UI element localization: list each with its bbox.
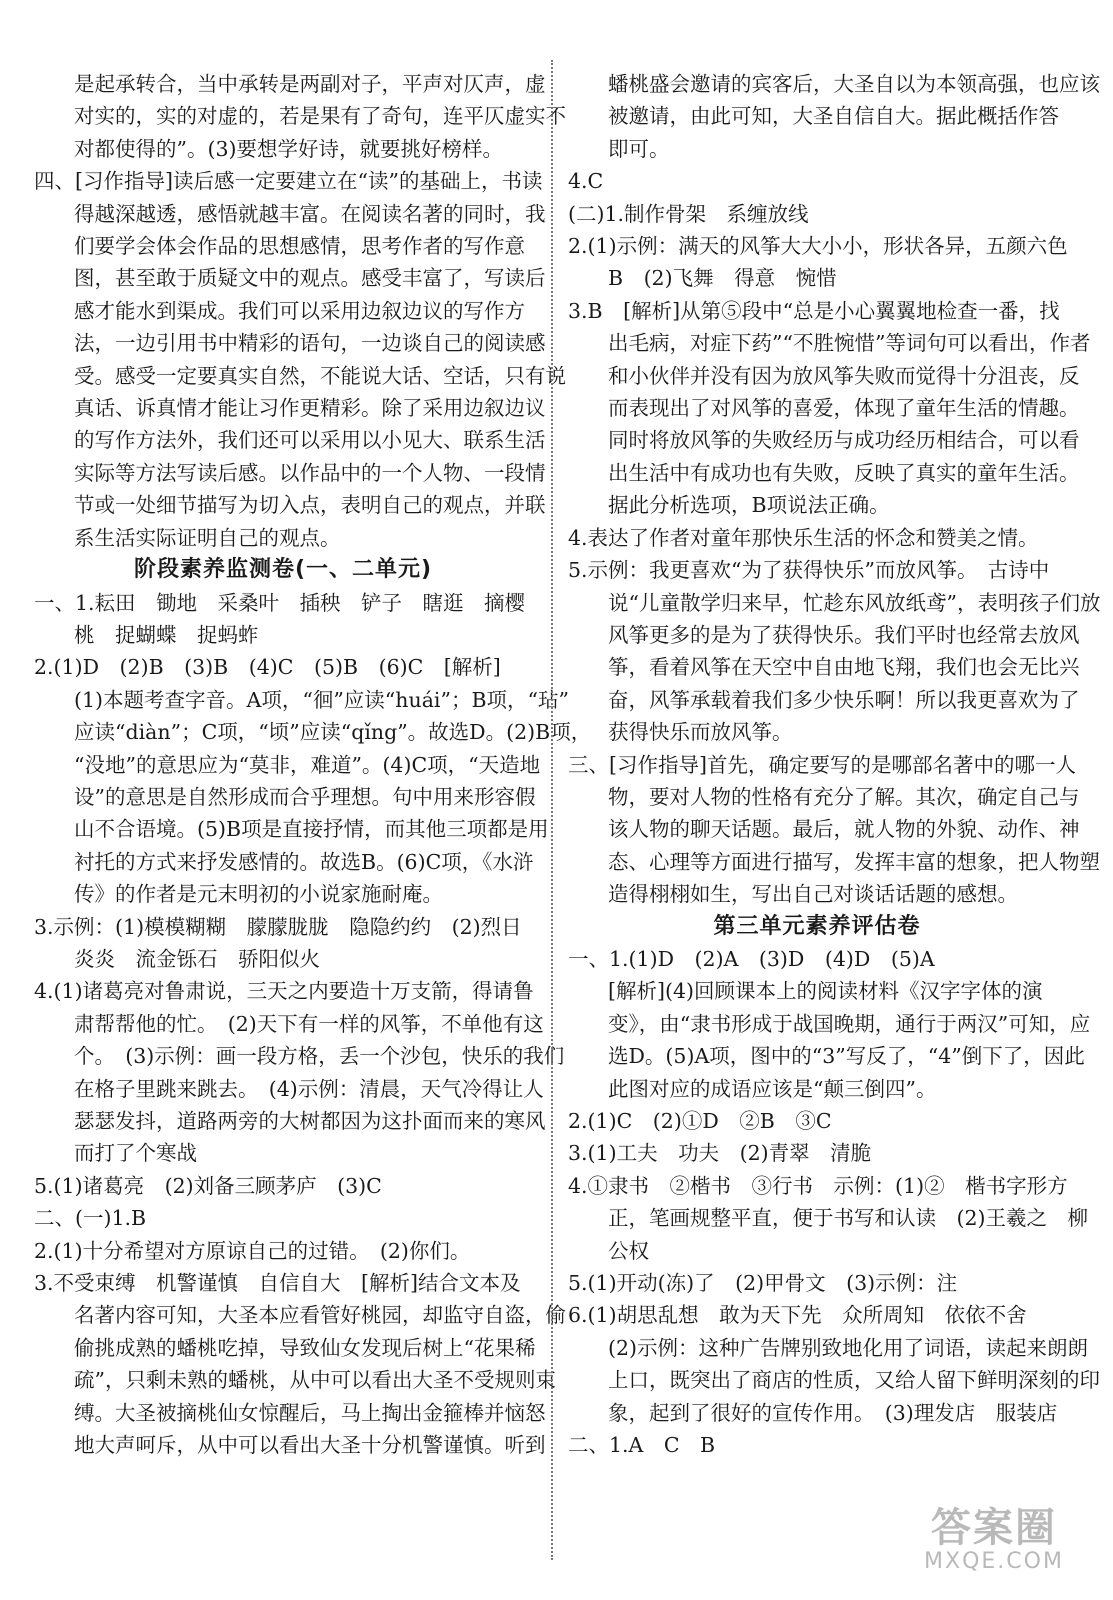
text-line: 变》，由“隶书形成于战国晚期，通行于两汉”可知，应: [608, 1011, 1091, 1036]
text-line: 得越深越透，感悟就越丰富。在阅读名著的同时，我: [74, 201, 546, 226]
text-line: 实际等方法写读后感。以作品中的一个人物、一段情: [74, 460, 546, 485]
text-line: 瑟瑟发抖，道路两旁的大树都因为这扑面而来的寒风: [74, 1109, 546, 1133]
text-line: 名著内容可知，大圣本应看管好桃园，却监守自盗，偷: [74, 1303, 566, 1328]
section-heading: 阶段素养监测卷(一、二单元): [133, 557, 433, 583]
text-line: 造得栩栩如生，写出自己对谈话话题的感想。: [608, 882, 1018, 907]
text-line: 节或一处细节描写为切入点，表明自己的观点，并联: [74, 493, 546, 518]
text-line: 对实的，实的对虚的，若是果有了奇句，连平仄虚实不: [74, 104, 566, 129]
text-line: 缚。大圣被摘桃仙女惊醒后，马上掏出金箍棒并恼怒: [74, 1400, 546, 1425]
text-line: 图，甚至敢于质疑文中的观点。感受丰富了，写读后: [74, 266, 546, 291]
text-line: 三、[习作指导]首先，确定要写的是哪部名著中的哪一人: [568, 752, 1076, 777]
text-line: 而表现出了对风筝的喜爱，体现了童年生活的情趣。: [608, 396, 1080, 421]
text-line: 4.(1)诸葛亮对鲁肃说，三天之内要造十万支箭，得请鲁: [34, 979, 534, 1004]
text-line: “没地”的意思应为“莫非，难道”。(4)C项，“天造地: [74, 752, 541, 777]
text-line: (2)示例：这种广告牌别致地化用了词语，读起来朗朗: [608, 1335, 1089, 1360]
text-line: 该人物的聊天话题。最后，就人物的外貌、动作、神: [608, 817, 1080, 842]
text-line: 的写作方法外，我们还可以采用以小见大、联系生活: [74, 428, 546, 453]
text-line: 炎炎 流金铄石 骄阳似火: [74, 946, 320, 971]
text-line: 一、1.耘田 锄地 采桑叶 插秧 铲子 瞎逛 摘樱: [34, 590, 526, 615]
text-line: 蟠桃盛会邀请的宾客后，大圣自以为本领高强，也应该: [608, 72, 1100, 96]
text-line: 4.①隶书 ②楷书 ③行书 示例：(1)② 楷书字形方: [568, 1173, 1068, 1198]
text-line: B (2)飞舞 得意 惋惜: [608, 266, 837, 291]
text-line: 一、1.(1)D (2)A (3)D (4)D (5)A: [568, 946, 935, 971]
text-line: 4.表达了作者对童年那快乐生活的怀念和赞美之情。: [568, 525, 1039, 550]
text-line: 说“儿童散学归来早，忙趁东风放纸鸢”，表明孩子们放: [608, 590, 1101, 615]
text-line: 应读“diàn”；C项，“顷”应读“qǐng”。故选D。(2)B项，: [74, 720, 592, 745]
text-line: 奋，风筝承载着我们多少快乐啊！所以我更喜欢为了: [608, 687, 1080, 712]
text-line: 上口，既突出了商店的性质，又给人留下鲜明深刻的印: [608, 1368, 1100, 1393]
text-line: 传》的作者是元末明初的小说家施耐庵。: [74, 882, 443, 907]
text-line: 桃 捉蝴蝶 捉蚂蚱: [74, 622, 259, 647]
text-line: 6.(1)胡思乱想 敢为天下先 众所周知 依依不舍: [568, 1303, 1027, 1328]
text-line: 个。 (3)示例：画一段方格，丢一个沙包，快乐的我们: [74, 1044, 565, 1069]
text-line: 法，一边引用书中精彩的语句，一边谈自己的阅读感: [74, 331, 546, 356]
text-line: 衬托的方式来抒发感情的。故选B。(6)C项，《水浒: [74, 849, 534, 874]
text-line: 和小伙伴并没有因为放风筝失败而觉得十分沮丧，反: [608, 363, 1080, 388]
text-line: 5.(1)开动(冻)了 (2)甲骨文 (3)示例：注: [568, 1271, 958, 1296]
text-line: 系生活实际证明自己的观点。: [74, 525, 341, 550]
text-line: 3.不受束缚 机警谨慎 自信自大 [解析]结合文本及: [34, 1271, 521, 1296]
text-line: 同时将放风筝的失败经历与成功经历相结合，可以看: [608, 428, 1080, 453]
text-line: 出毛病，对症下药”“不胜惋惜”等词句可以看出，作者: [608, 331, 1091, 356]
text-line: 们要学会体会作品的思想感情，思考作者的写作意: [74, 234, 525, 259]
text-line: (二)1.制作骨架 系缠放线: [568, 201, 809, 226]
text-line: 设”的意思是自然形成而合乎理想。句中用来形容假: [74, 784, 536, 809]
text-line: 3.(1)工夫 功夫 (2)青翠 清脆: [568, 1141, 872, 1166]
text-line: 5.示例：我更喜欢“为了获得快乐”而放风筝。 古诗中: [568, 558, 1050, 583]
text-line: 出生活中有成功也有失败，反映了真实的童年生活。: [608, 460, 1080, 485]
text-line: 山不合语境。(5)B项是直接抒情，而其他三项都是用: [74, 817, 549, 842]
text-line: 2.(1)示例：满天的风筝大大小小，形状各异，五颜六色: [568, 234, 1068, 259]
text-line: 肃帮帮他的忙。 (2)天下有一样的风筝，不单他有这: [74, 1011, 544, 1036]
text-line: 正，笔画规整平直，便于书写和认读 (2)王羲之 柳: [608, 1206, 1089, 1231]
text-line: 是起承转合，当中承转是两副对子，平声对仄声，虚: [74, 72, 546, 96]
text-line: 风筝更多的是为了获得快乐。我们平时也经常去放风: [608, 622, 1080, 647]
text-line: 3.示例：(1)模模糊糊 朦朦胧胧 隐隐约约 (2)烈日: [34, 914, 522, 939]
text-line: 受。感受一定要真实自然，不能说大话、空话，只有说: [74, 363, 566, 388]
text-line: 疏”，只剩未熟的蟠桃，从中可以看出大圣不受规则束: [74, 1368, 556, 1393]
text-line: (1)本题考查字音。A项，“徊”应读“huái”；B项，“玷”: [74, 687, 569, 712]
text-line: 对都使得的”。(3)要想学好诗，就要挑好榜样。: [74, 136, 504, 161]
text-line: 2.(1)十分希望对方原谅自己的过错。 (2)你们。: [34, 1238, 471, 1263]
text-line: 二、(一)1.B: [34, 1206, 147, 1231]
section-heading: 第三单元素养评估卷: [713, 913, 921, 939]
text-line: 在格子里跳来跳去。 (4)示例：清晨，天气冷得让人: [74, 1076, 544, 1101]
text-line: 而打了个寒战: [74, 1141, 197, 1166]
text-line: 偷挑成熟的蟠桃吃掉，导致仙女发现后树上“花果稀: [74, 1335, 536, 1360]
text-line: 4.C: [568, 169, 604, 194]
left-column: [34, 68, 592, 1461]
column-divider: [551, 60, 553, 1560]
text-line: 2.(1)D (2)B (3)B (4)C (5)B (6)C [解析]: [34, 655, 501, 680]
text-line: 物，要对人物的性格有充分了解。其次，确定自己与: [608, 784, 1080, 809]
text-line: 此图对应的成语应该是“颠三倒四”。: [608, 1076, 937, 1101]
text-line: 3.B [解析]从第⑤段中“总是小心翼翼地检查一番，找: [568, 298, 1060, 323]
text-line: 象，起到了很好的宣传作用。 (3)理发店 服装店: [608, 1400, 1058, 1425]
text-line: [解析](4)回顾课本上的阅读材料《汉字字体的演: [608, 979, 1043, 1004]
text-line: 感才能水到渠成。我们可以采用边叙边议的写作方: [74, 298, 525, 323]
text-line: 筝，看着风筝在天空中自由地飞翔，我们也会无比兴: [608, 655, 1080, 680]
text-line: 公权: [608, 1238, 649, 1263]
text-line: 被邀请，由此可知，大圣自信自大。据此概括作答: [608, 104, 1059, 129]
text-line: 即可。: [608, 136, 670, 161]
text-line: 据此分析选项，B项说法正确。: [608, 493, 890, 518]
text-line: 5.(1)诸葛亮 (2)刘备三顾茅庐 (3)C: [34, 1173, 382, 1198]
text-line: 态、心理等方面进行描写，发挥丰富的想象，把人物塑: [608, 849, 1100, 874]
watermark-main-text: 答案圈: [931, 1505, 1057, 1551]
watermark-logo: [889, 1506, 1099, 1584]
text-line: 2.(1)C (2)①D ②B ③C: [568, 1109, 832, 1133]
text-line: 地大声呵斥，从中可以看出大圣十分机警谨慎。听到: [74, 1433, 546, 1458]
text-line: 真话、诉真情才能让习作更精彩。除了采用边叙边议: [74, 396, 546, 421]
text-line: 选D。(5)A项，图中的“3”写反了，“4”倒下了，因此: [608, 1044, 1085, 1069]
text-line: 获得快乐而放风筝。: [608, 720, 793, 745]
text-line: 二、1.A C B: [568, 1433, 716, 1458]
text-line: 四、[习作指导]读后感一定要建立在“读”的基础上，书读: [34, 169, 543, 194]
right-column: [568, 68, 1101, 1461]
watermark-sub-text: MXQE.COM: [924, 1549, 1064, 1574]
